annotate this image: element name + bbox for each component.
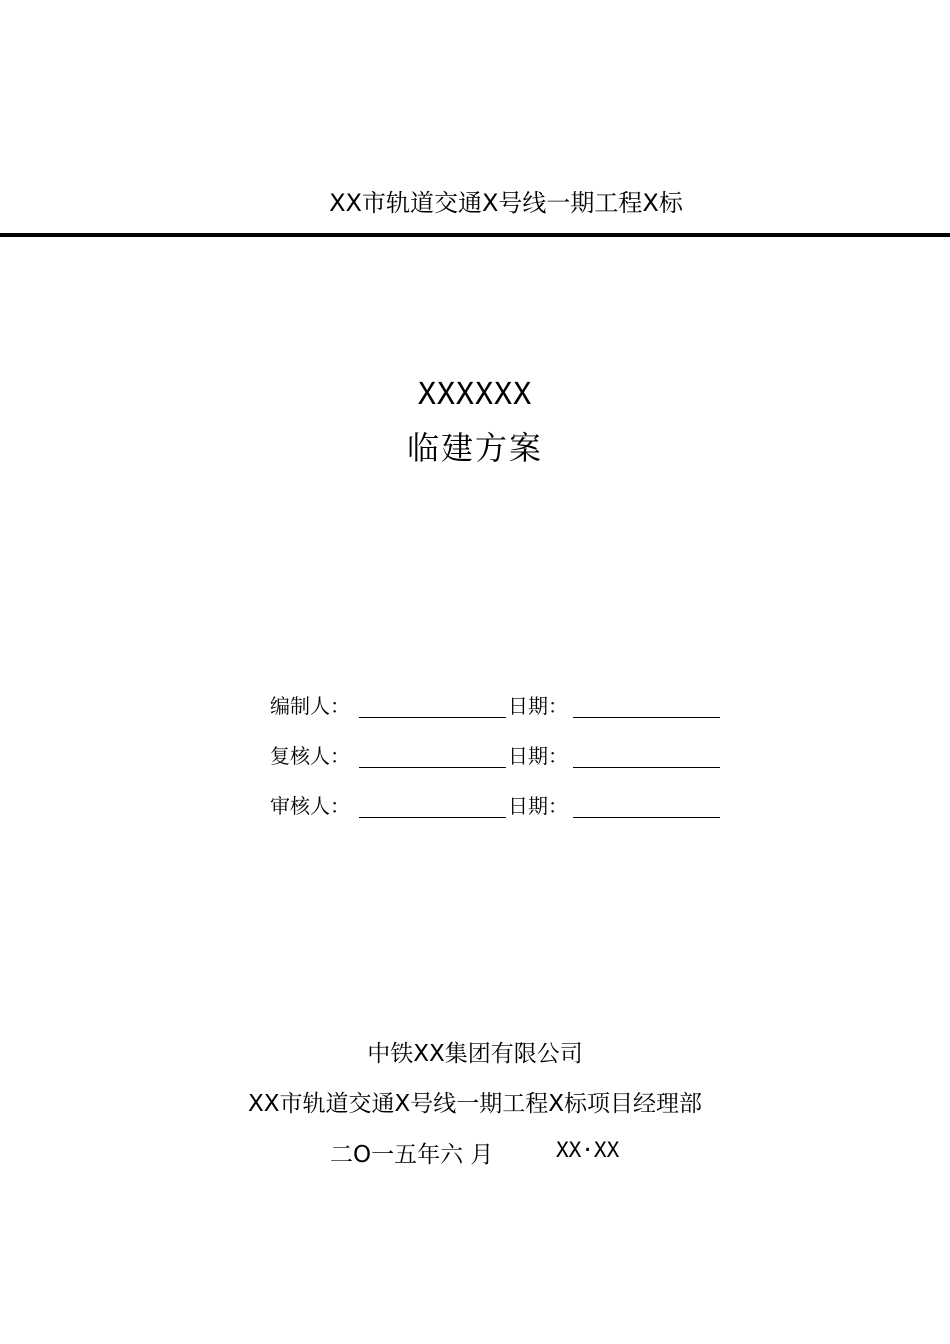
footer-code: XX·XX <box>556 1138 620 1162</box>
document-name: XXXXXX <box>417 377 533 412</box>
footer-department: XX市轨道交通X号线一期工程X标项目经理部 <box>247 1091 703 1117</box>
signature-row-reviewer <box>270 790 730 822</box>
footer-date: 二O一五年六 月 <box>330 1142 494 1168</box>
checker-label: 复核人： <box>270 744 350 768</box>
signature-row-compiler <box>270 690 730 722</box>
reviewer-signature-line <box>359 817 506 818</box>
header-project-title: XX市轨道交通X号线一期工程X标 <box>329 189 683 217</box>
compiler-label: 编制人： <box>270 694 350 718</box>
footer-company: 中铁XX集团有限公司 <box>367 1041 583 1067</box>
reviewer-date-label: 日期： <box>508 794 568 818</box>
compiler-signature-line <box>359 717 506 718</box>
compiler-date-line <box>573 717 720 718</box>
signature-row-checker <box>270 740 730 772</box>
document-type: 临建方案 <box>406 429 543 467</box>
checker-date-line <box>573 767 720 768</box>
checker-date-label: 日期： <box>508 744 568 768</box>
checker-signature-line <box>359 767 506 768</box>
compiler-date-label: 日期： <box>508 694 568 718</box>
reviewer-label: 审核人： <box>270 794 350 818</box>
header-divider <box>0 233 950 237</box>
reviewer-date-line <box>573 817 720 818</box>
